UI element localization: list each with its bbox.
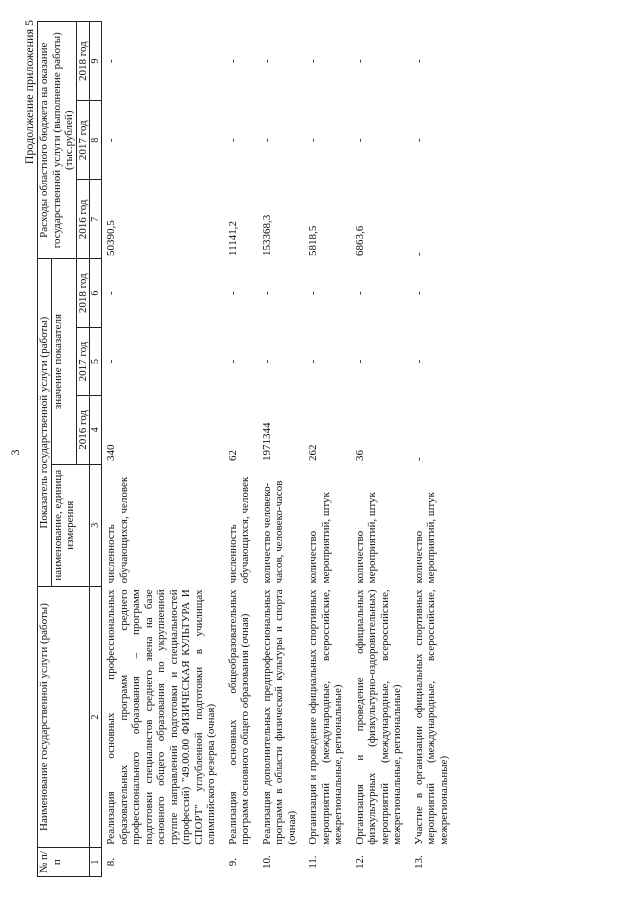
budget-group-header: Расходы областного бюджета на оказание государственной услуги (выполнение работы) (тыс.рублей): [38, 22, 77, 259]
value-2018: -: [307, 291, 319, 295]
row-number: 12.: [353, 855, 366, 869]
unit-header: наименование, единица измерения: [51, 464, 90, 586]
budget-2017: -: [226, 138, 239, 143]
value-2016: 36: [353, 450, 366, 462]
budget-2018: -: [412, 59, 425, 63]
col-no-header: № п/п: [38, 848, 90, 877]
value-2016: 340: [105, 444, 117, 462]
year-2017-header: 2017 год: [76, 327, 90, 395]
budget-2016: 5818,5: [307, 225, 319, 256]
row-number: 8.: [105, 858, 117, 867]
budget-2018: -: [307, 59, 319, 63]
budget-2018: -: [226, 59, 239, 63]
value-2017: -: [226, 359, 239, 364]
indicator-unit: численность обучающихся, человек: [105, 476, 130, 584]
service-name: Реализация основных общеобразовательных программ основного общего образования (очная): [226, 589, 251, 845]
continuation-note: Продолжение приложения 5: [22, 20, 36, 165]
table-body: [102, 22, 457, 877]
value-2016: 62: [226, 450, 239, 462]
budget-2017-header: 2017 год: [76, 101, 90, 180]
indicator-unit: количество человеко-часов, человеко-часов: [260, 480, 285, 584]
value-2017: -: [412, 359, 425, 364]
row-number: 9.: [226, 858, 239, 867]
value-2017: -: [353, 359, 366, 364]
budget-2016: 11141,2: [226, 221, 239, 256]
budget-2017: -: [353, 138, 366, 143]
budget-2017: -: [412, 138, 425, 143]
service-name: Участие в организации официальных спортивных мероприятий (международные, всероссийские, межрегиональные): [412, 589, 450, 845]
table-row: [304, 22, 351, 877]
index-cell: 3: [90, 464, 102, 586]
value-2018: -: [260, 291, 273, 295]
table-row: [224, 22, 258, 877]
value-2016: 262: [307, 444, 319, 462]
value-2018: -: [226, 291, 239, 295]
table-row: [410, 22, 457, 877]
indicator-unit: количество мероприятий, штук: [412, 492, 437, 584]
value-2018: -: [353, 291, 366, 295]
index-cell: 8: [90, 101, 102, 180]
index-cell: 7: [90, 180, 102, 259]
table-row: [102, 22, 224, 877]
index-cell: 1: [90, 848, 102, 877]
year-2016-header: 2016 год: [76, 396, 90, 464]
value-2017: -: [307, 359, 319, 364]
budget-2016-header: 2016 год: [76, 180, 90, 259]
budget-2016: 50390,5: [105, 220, 117, 256]
page-number: 3: [8, 449, 22, 456]
row-number: 10.: [260, 855, 273, 869]
budget-2018: -: [105, 59, 117, 63]
index-cell: 5: [90, 327, 102, 395]
row-number: 11.: [307, 855, 319, 869]
value-2018: -: [412, 291, 425, 295]
budget-2016: 6863,6: [353, 225, 366, 256]
budget-2018-header: 2018 год: [76, 22, 90, 101]
budget-2016: -: [412, 252, 425, 256]
index-cell: 4: [90, 396, 102, 464]
service-name: Организация и проведение официальных физкультурных (физкультурно-оздоровительных) мероприятий (международные, всероссийские, межрегиональные, региональные): [353, 589, 403, 845]
value-2016: -: [412, 457, 425, 462]
indicator-group-header: Показатель государственной услуги (работы): [38, 259, 52, 586]
indicator-unit: количество мероприятий, штук: [307, 492, 332, 584]
indicator-unit: количество мероприятий, штук: [353, 492, 378, 584]
index-cell: 9: [90, 22, 102, 101]
indicator-unit: численность обучающихся, человек: [226, 476, 251, 584]
table-row: [258, 22, 305, 877]
value-2017: -: [260, 359, 273, 364]
service-name: Организация и проведение официальных спортивных мероприятий (международные, всероссийские, межрегиональные, региональные): [307, 589, 344, 845]
row-number: 13.: [412, 855, 425, 869]
budget-2017: -: [105, 138, 117, 143]
year-2018-header: 2018 год: [76, 259, 90, 327]
service-name: Реализация основных профессиональных образовательных программ среднего профессионального образования – программ подготовки специалистов среднего звена на базе основного общего образования по укрупненной группе направлений подготовки и специальностей (профессий) "49.00.00 ФИЗИЧЕСКАЯ КУЛЬТУРА И СПОРТ" углубленной подготовки в училищах олимпийского резерва (очная): [105, 589, 217, 845]
table-row: [351, 22, 410, 877]
service-name: Реализация дополнительных предпрофессиональных программ в области физической культуры и спорта (очная): [260, 589, 298, 845]
value-2018: -: [105, 291, 117, 295]
value-2016: 1971344: [260, 422, 273, 462]
index-cell: 6: [90, 259, 102, 327]
value-2017: -: [105, 359, 117, 364]
services-table: [37, 21, 456, 877]
budget-2018: -: [260, 59, 273, 63]
budget-2018: -: [353, 59, 366, 63]
col-name-header: Наименование государственной услуги (работы): [38, 586, 90, 847]
value-group-header: значение показателя: [51, 259, 76, 464]
budget-2016: 153368,3: [260, 214, 273, 256]
budget-2017: -: [307, 138, 319, 143]
budget-2017: -: [260, 138, 273, 143]
index-cell: 2: [90, 586, 102, 847]
